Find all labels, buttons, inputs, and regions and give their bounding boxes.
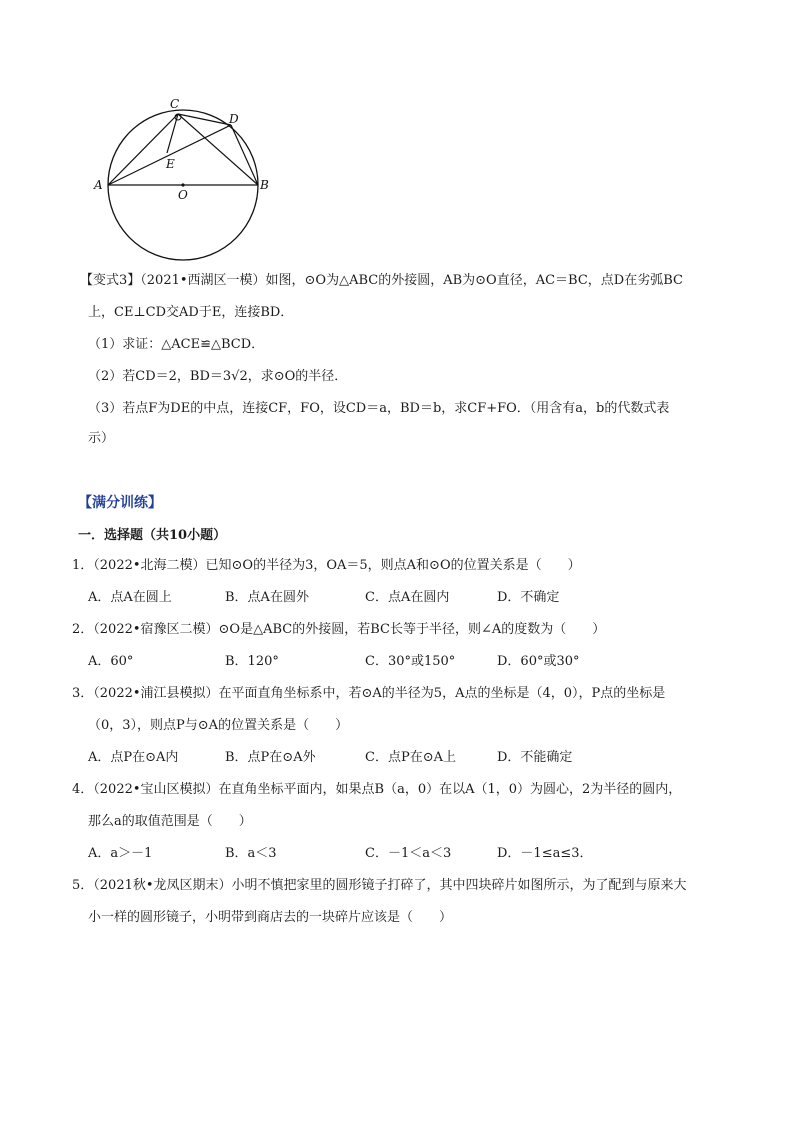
q1-option-d[interactable]: D．不确定 [497, 590, 560, 605]
variant3-q2: （2）若CD＝2，BD＝3√2，求⊙O的半径． [88, 369, 348, 384]
q2-option-d[interactable]: D．60°或30° [497, 654, 580, 669]
training-heading: 【满分训练】 [78, 495, 162, 511]
variant3-line1: 【变式3】（2021•西湖区一模）如图，⊙O为△ABC的外接圆，AB为⊙O直径，AC＝BC，点D在劣弧BC [80, 273, 683, 288]
segment-cb [178, 114, 258, 185]
variant3-q3-line1: （3）若点F为DE的中点，连接CF，FO，设CD＝a，BD＝b，求CF+FO．（用含有a，b的代数式表 [88, 401, 670, 416]
variant3-q1: （1）求证：△ACE≌△BCD． [88, 337, 265, 352]
q3-option-d[interactable]: D．不能确定 [497, 750, 573, 765]
label-b: B [260, 178, 269, 192]
q4-option-c[interactable]: C．－1＜a＜3 [365, 846, 452, 861]
variant3-line2: 上，CE⊥CD交AD于E，连接BD． [88, 305, 294, 320]
question-5-line2: 小一样的圆形镜子，小明带到商店去的一块碎片应该是（ ） [88, 910, 453, 925]
label-c: C [170, 97, 180, 111]
question-4-line2: 那么a的取值范围是（ ） [88, 814, 252, 829]
q4-option-d[interactable]: D．－1≤a≤3． [497, 846, 593, 861]
q2-option-a[interactable]: A．60° [88, 654, 134, 669]
label-e: E [166, 157, 175, 171]
q3-option-b[interactable]: B．点P在⊙A外 [225, 750, 316, 765]
q3-option-c[interactable]: C．点P在⊙A上 [365, 750, 456, 765]
q4-option-a[interactable]: A．a＞－1 [88, 846, 153, 861]
q2-option-b[interactable]: B．120° [225, 654, 279, 669]
q1-option-c[interactable]: C．点A在圆内 [365, 590, 450, 605]
center-dot [181, 183, 184, 186]
segment-ad [108, 125, 231, 185]
q2-option-c[interactable]: C．30°或150° [365, 654, 456, 669]
geometry-figure [90, 95, 280, 265]
label-a: A [94, 178, 103, 192]
label-o: O [178, 188, 188, 202]
question-3-line1: 3．（2022•浦江县模拟）在平面直角坐标系中，若⊙A的半径为5，A点的坐标是（4，0），P点的坐标是 [72, 686, 666, 701]
q1-option-b[interactable]: B．点A在圆外 [225, 590, 309, 605]
q1-option-a[interactable]: A．点A在圆上 [88, 590, 172, 605]
label-d: D [229, 112, 239, 126]
segment-db [231, 125, 258, 185]
section-heading: 一．选择题（共10小题） [78, 528, 227, 543]
segment-cd [178, 114, 231, 125]
question-3-line2: （0，3），则点P与⊙A的位置关系是（ ） [88, 718, 349, 733]
question-5-line1: 5．（2021秋•龙凤区期末）小明不慎把家里的圆形镜子打碎了，其中四块碎片如图所示，为了配到与原来大 [72, 878, 687, 893]
q4-option-b[interactable]: B．a＜3 [225, 846, 277, 861]
variant3-q3-line2: 示） [88, 431, 115, 446]
question-4-line1: 4．（2022•宝山区模拟）在直角坐标平面内，如果点B（a，0）在以A（1，0）为圆心，2为半径的圆内， [72, 782, 682, 797]
q3-option-a[interactable]: A．点P在⊙A内 [88, 750, 179, 765]
question-2: 2．（2022•宿豫区二模）⊙O是△ABC的外接圆，若BC长等于半径，则∠A的度数为（ ） [72, 622, 606, 637]
question-1: 1．（2022•北海二模）已知⊙O的半径为3，OA＝5，则点A和⊙O的位置关系是（ ） [72, 558, 581, 573]
